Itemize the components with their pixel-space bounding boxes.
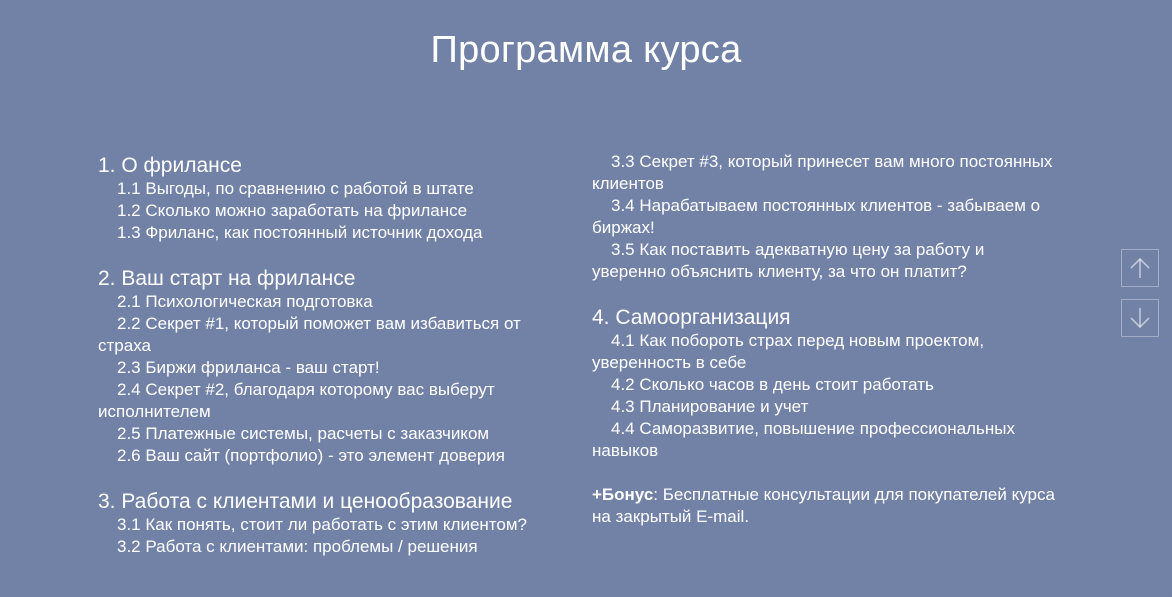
program-item: 4.1 Как побороть страх перед новым проектом, уверенность в себе xyxy=(592,331,985,372)
program-item: 4.2 Сколько часов в день стоит работать xyxy=(611,375,934,394)
program-item: 2.6 Ваш сайт (портфолио) - это элемент доверия xyxy=(117,446,505,465)
program-item: 2.5 Платежные системы, расчеты с заказчиком xyxy=(117,424,490,443)
section-heading: 2. Ваш старт на фрилансе xyxy=(98,267,356,290)
program-item: 4.3 Планирование и учет xyxy=(611,397,809,416)
arrow-down-icon xyxy=(1129,306,1151,330)
program-column-right xyxy=(592,151,1062,545)
section-heading: 4. Самоорганизация xyxy=(592,306,791,329)
program-item: 2.3 Биржи фриланса - ваш старт! xyxy=(117,358,380,377)
scroll-down-button[interactable] xyxy=(1121,299,1159,337)
program-item: 3.4 Нарабатываем постоянных клиентов - забываем о биржах! xyxy=(592,196,1041,237)
page-title: Программа курса xyxy=(430,29,742,71)
program-item: 4.4 Саморазвитие, повышение профессиональных навыков xyxy=(592,419,1015,460)
section-self-organization xyxy=(592,305,1062,462)
program-item: 3.3 Секрет #3, который принесет вам много постоянных клиентов xyxy=(592,152,1053,193)
section-clients xyxy=(98,489,568,558)
course-program-slide xyxy=(1,1,1171,596)
program-item: 3.2 Работа с клиентами: проблемы / решения xyxy=(117,537,478,556)
program-item: 2.4 Секрет #2, благодаря которому вас выберут исполнителем xyxy=(98,380,495,421)
section-freelance xyxy=(98,153,568,244)
program-item: 2.1 Психологическая подготовка xyxy=(117,292,373,311)
bonus-note xyxy=(592,484,1062,528)
program-item: 3.1 Как понять, стоит ли работать с этим клиентом? xyxy=(117,515,527,534)
section-start xyxy=(98,266,568,467)
program-column-left xyxy=(98,153,568,580)
program-item: 1.3 Фриланс, как постоянный источник дохода xyxy=(117,223,483,242)
bonus-label: +Бонус xyxy=(592,485,654,504)
bonus-text: : Бесплатные консультации для покупателей курса на закрытый E-mail. xyxy=(592,485,1055,526)
arrow-up-icon xyxy=(1129,256,1151,280)
section-heading: 1. О фрилансе xyxy=(98,154,242,177)
program-item: 1.1 Выгоды, по сравнению с работой в штате xyxy=(117,179,474,198)
program-item: 3.5 Как поставить адекватную цену за работу и уверенно объяснить клиенту, за что он платит? xyxy=(592,240,985,281)
program-item: 1.2 Сколько можно заработать на фрилансе xyxy=(117,201,468,220)
scroll-up-button[interactable] xyxy=(1121,249,1159,287)
section-heading: 3. Работа с клиентами и ценообразование xyxy=(98,490,513,513)
program-item: 2.2 Секрет #1, который поможет вам избавиться от страха xyxy=(98,314,521,355)
section-clients-continued xyxy=(592,151,1062,283)
